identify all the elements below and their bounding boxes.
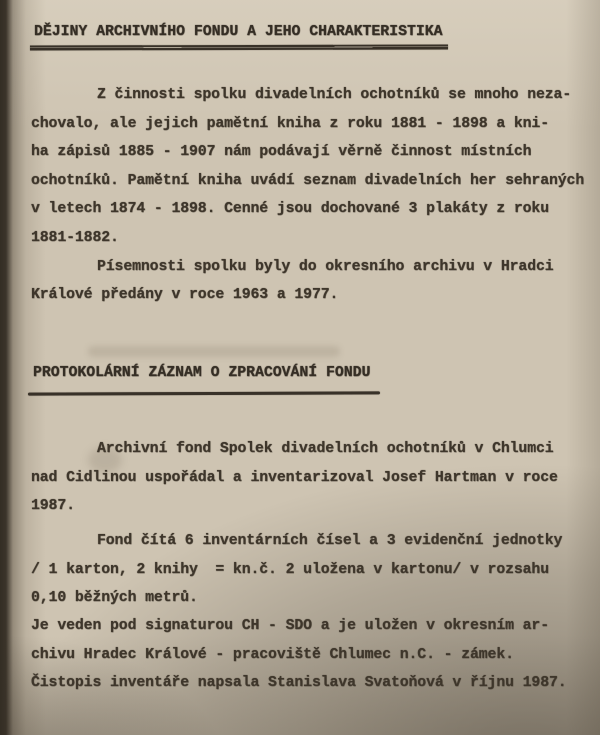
text-line: Z činnosti spolku divadelních ochotníků se mnoho neza- [97,87,572,103]
text-line: 1987. [31,498,75,515]
paragraph-fond-contents [31,527,562,613]
text-line: 1881-1882. [31,229,119,246]
text-line: chivu Hradec Králové - pracoviště Chlumec n.C. - zámek. [31,646,514,663]
paragraph-arrangement [31,435,558,521]
paragraph-signature-location [31,612,567,698]
text-line: / 1 karton, 2 knihy = kn.č. 2 uložena v kartonu/ v rozsahu [31,561,549,578]
text-line: Fond čítá 6 inventárních čísel a 3 evidenční jednotky [97,533,563,549]
text-line: Písemnosti spolku byly do okresního archivu v Hradci [97,258,554,275]
text-line: Čistopis inventáře napsala Stanislava Svatoňová v říjnu 1987. [31,675,567,692]
heading-underline-single [28,391,380,395]
text-line: ochotníků. Pamětní kniha uvádí seznam divadelních her sehraných [31,172,585,189]
text-line: nad Cidlinou uspořádal a inventarizoval Josef Hartman v roce [31,469,558,486]
text-line: v letech 1874 - 1898. Cenné jsou dochované 3 plakáty z roku [31,201,549,218]
text-line: 0,10 běžných metrů. [31,590,198,607]
text-line: Je veden pod signaturou CH - SDO a je uložen v okresním ar- [31,618,549,634]
heading-underline-double [30,44,448,50]
paragraph-fond-history [31,81,584,310]
section-heading-protocol-record: PROTOKOLÁRNÍ ZÁZNAM O ZPRACOVÁNÍ FONDU [33,365,371,381]
section-heading-fond-history: DĚJINY ARCHIVNÍHO FONDU A JEHO CHARAKTERISTIKA [34,24,443,40]
text-line: ha zápisů 1885 - 1907 nám podávají věrně činnost místních [31,144,532,161]
text-line: chovalo, ale jejich pamětní kniha z roku 1881 - 1898 a kni- [31,115,549,132]
print-ghost-smudge [88,346,340,357]
text-line: Archivní fond Spolek divadelních ochotníků v Chlumci [97,441,554,457]
text-line: Králové předány v roce 1963 a 1977. [31,287,339,304]
